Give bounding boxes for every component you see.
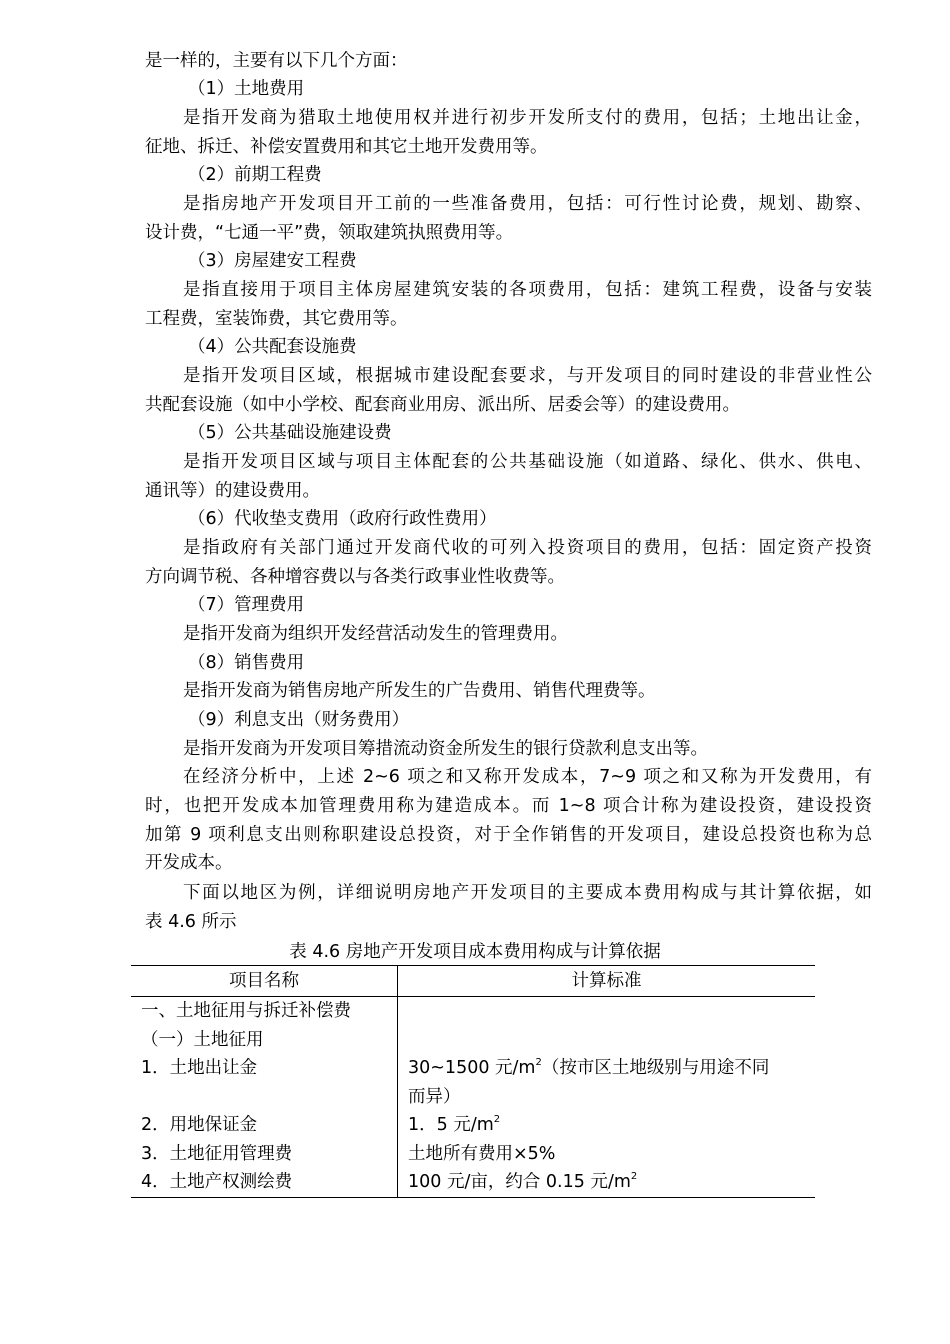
paragraph-6-line-1: 是指政府有关部门通过开发商代收的可列入投资项目的费用，包括：固定资产投资 bbox=[183, 538, 872, 558]
table-row bbox=[131, 997, 815, 1026]
table-caption: 表 4.6 房地产开发项目成本费用构成与计算依据 bbox=[289, 942, 661, 962]
row-name bbox=[131, 1083, 398, 1112]
paragraph-2-line-1: 是指房地产开发项目开工前的一些准备费用，包括：可行性讨论费，规划、勘察、 bbox=[183, 194, 872, 214]
table-intro-line-2: 表 4.6 所示 bbox=[145, 912, 237, 932]
row-standard bbox=[398, 997, 816, 1026]
paragraph-4-line-1: 是指开发项目区域，根据城市建设配套要求，与开发项目的同时建设的非营业性公 bbox=[183, 366, 872, 386]
row-name: 一、土地征用与拆迁补偿费 bbox=[131, 997, 398, 1026]
row-name: 3．土地征用管理费 bbox=[131, 1140, 398, 1169]
row-name: 2．用地保证金 bbox=[131, 1111, 398, 1140]
paragraph-3-line-2: 工程费，室装饰费，其它费用等。 bbox=[145, 309, 408, 329]
section-heading-3: （3）房屋建安工程费 bbox=[188, 251, 357, 271]
paragraph-7-line-1: 是指开发商为组织开发经营活动发生的管理费用。 bbox=[183, 624, 568, 644]
row-standard bbox=[398, 1168, 816, 1197]
section-heading-7: （7）管理费用 bbox=[188, 595, 305, 615]
paragraph-1-line-1: 是指开发商为猎取土地使用权并进行初步开发所支付的费用，包括；土地出让金， bbox=[183, 108, 872, 128]
section-heading-8: （8）销售费用 bbox=[188, 653, 305, 673]
row-name: （一）土地征用 bbox=[131, 1026, 398, 1055]
paragraph-9-line-1: 是指开发商为开发项目筹措流动资金所发生的银行贷款利息支出等。 bbox=[183, 739, 708, 759]
table-row bbox=[131, 1168, 815, 1197]
summary-line-3: 加第 9 项利息支出则称职建设总投资，对于全作销售的开发项目，建设总投资也称为总 bbox=[145, 825, 872, 845]
row-standard bbox=[398, 1026, 816, 1055]
paragraph-4-line-2: 共配套设施（如中小学校、配套商业用房、派出所、居委会等）的建设费用。 bbox=[145, 395, 740, 415]
row-name: 4．土地产权测绘费 bbox=[131, 1168, 398, 1197]
paragraph-6-line-2: 方向调节税、各种增容费以与各类行政事业性收费等。 bbox=[145, 567, 565, 587]
section-heading-9: （9）利息支出（财务费用） bbox=[188, 710, 410, 730]
paragraph-2-line-2: 设计费，“七通一平”费，领取建筑执照费用等。 bbox=[145, 223, 514, 243]
section-heading-6: （6）代收垫支费用（政府行政性费用） bbox=[188, 509, 497, 529]
section-heading-5: （5）公共基础设施建设费 bbox=[188, 423, 392, 443]
superscript: 2 bbox=[535, 1057, 542, 1068]
paragraph-5-line-1: 是指开发项目区域与项目主体配套的公共基础设施（如道路、绿化、供水、供电、 bbox=[183, 452, 872, 472]
paragraph-5-line-2: 通讯等）的建设费用。 bbox=[145, 481, 320, 501]
table-row bbox=[131, 1026, 815, 1055]
row-standard: 土地所有费用×5% bbox=[408, 1143, 556, 1164]
row-standard-continued: 而异） bbox=[408, 1086, 461, 1107]
header-calc-standard: 计算标准 bbox=[398, 966, 816, 997]
row-standard bbox=[398, 1054, 816, 1083]
row-name: 1．土地出让金 bbox=[131, 1054, 398, 1083]
table-row bbox=[131, 1140, 815, 1169]
table-header-row bbox=[131, 966, 815, 997]
header-item-name: 项目名称 bbox=[131, 966, 398, 997]
table-row bbox=[131, 1054, 815, 1083]
table-intro-line-1: 下面以地区为例，详细说明房地产开发项目的主要成本费用构成与其计算依据，如 bbox=[183, 883, 872, 903]
superscript: 2 bbox=[630, 1171, 638, 1182]
standard-value: 1．5 元/m bbox=[408, 1115, 494, 1135]
table-row bbox=[131, 1111, 815, 1140]
row-standard bbox=[398, 1111, 816, 1140]
paragraph-8-line-1: 是指开发商为销售房地产所发生的广告费用、销售代理费等。 bbox=[183, 681, 656, 701]
section-heading-2: （2）前期工程费 bbox=[188, 165, 322, 185]
summary-line-2: 时，也把开发成本加管理费用称为建造成本。而 1~8 项合计称为建设投资，建设投资 bbox=[145, 796, 872, 816]
summary-line-1: 在经济分析中，上述 2~6 项之和又称开发成本，7~9 项之和又称为开发费用，有 bbox=[183, 767, 872, 787]
standard-value: 30~1500 元/m bbox=[408, 1058, 536, 1078]
section-heading-1: （1）土地费用 bbox=[188, 79, 305, 99]
standard-note: （按市区土地级别与用途不同 bbox=[541, 1058, 770, 1078]
superscript: 2 bbox=[493, 1114, 501, 1125]
intro-text: 是一样的，主要有以下几个方面： bbox=[145, 51, 408, 71]
summary-line-4: 开发成本。 bbox=[145, 853, 233, 873]
paragraph-3-line-1: 是指直接用于项目主体房屋建筑安装的各项费用，包括：建筑工程费，设备与安装 bbox=[183, 280, 872, 300]
table-row bbox=[131, 1083, 815, 1112]
standard-value: 100 元/亩，约合 0.15 元/m bbox=[408, 1172, 631, 1192]
section-heading-4: （4）公共配套设施费 bbox=[188, 337, 357, 357]
paragraph-1-line-2: 征地、拆迁、补偿安置费用和其它土地开发费用等。 bbox=[145, 137, 548, 157]
cost-table bbox=[131, 965, 815, 1198]
